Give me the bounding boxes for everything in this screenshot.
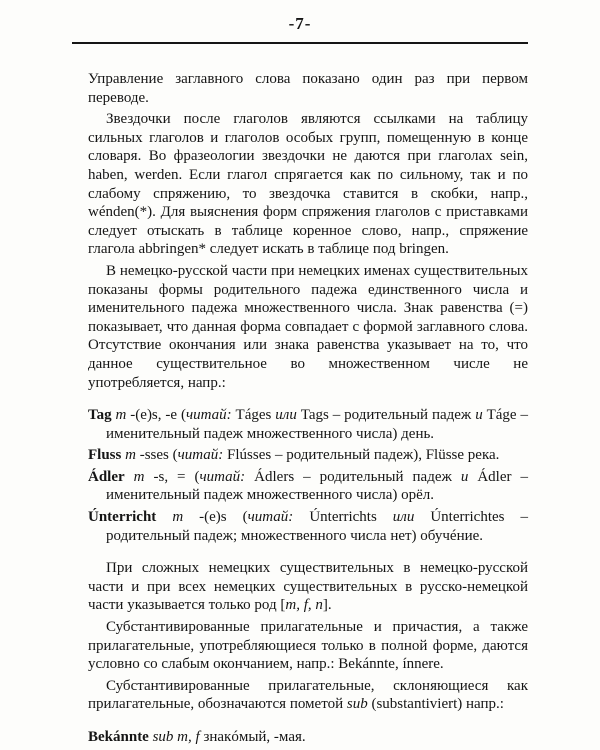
grammar-mark: sub m, f: [148, 729, 200, 745]
paragraph-5: Субстантивированные прилагательные и причастия, а также прилагательные, употребляющиеся только в полной форме, даются условно со слабым окончанием, напр.: Bekánnte, ínnere.: [88, 619, 528, 673]
example-entry-tag: Tag m -(e)s, -e (читай: Táges или Tags – родительный падеж и Táge – именительный падеж множественного числа) день.: [88, 407, 528, 442]
gender-mark: m: [124, 468, 145, 485]
gender-mark: m: [111, 407, 127, 424]
gender-mark: m: [121, 447, 136, 464]
gender-mark: m: [156, 509, 184, 526]
headword: Bekánnte: [88, 729, 149, 745]
paragraph-2: Звездочки после глаголов являются ссылками на таблицу сильных глаголов и глаголов особых групп, помещенную в конце словаря. Во фразеологии звездочки не даются при глаголах sein, haben, werden. Если глагол спрягается как по сильному, так и по слабому спряжению, то звездочка ставится в скобки, напр., wénden(*). Для выяснения форм спряжения глаголов с приставками следует отыскать в таблице коренное слово, напр., спряжение глагола abbringen* следует искать в таблице под bringen.: [88, 111, 528, 258]
example-entry-fluss: Fluss m -sses (читай: Flússes – родительный падеж), Flüsse река.: [88, 447, 500, 464]
page-number: -7-: [288, 14, 312, 33]
headword: Ádler: [88, 468, 125, 485]
example-entry-unterricht: Únterricht m -(e)s (читай: Únterrichts или Únterrichtes – родительный падеж; множественного числа нет) обучéние.: [88, 509, 528, 544]
example-entry-bekannte: Bekánnte sub m, f знакóмый, -мая.: [88, 729, 306, 745]
page-body: [88, 70, 528, 747]
paragraph-1: Управление заглавного слова показано один раз при первом переводе.: [88, 71, 528, 106]
header-rule: [72, 42, 528, 44]
paragraph-4: При сложных немецких существительных в немецко-русской части и при всех немецких существительных в русско-немецкой части указывается только род [m, f, n].: [88, 560, 528, 614]
paragraph-3: В немецко-русской части при немецких именах существительных показаны формы родительного падежа единственного числа и именительного падежа множественного числа. Знак равенства (=) показывает, что данная форма совпадает с формой заглавного слова. Отсутствие окончания или знака равенства указывает на то, что данное существительное во множественном числе не употребляется, напр.:: [88, 262, 528, 391]
headword: Tag: [88, 407, 112, 424]
headword: Fluss: [88, 447, 122, 464]
example-entry-adler: Ádler m -s, = (читай: Ádlers – родительный падеж и Ádler – именительный падеж множественного числа) орёл.: [88, 468, 528, 504]
paragraph-6: Субстантивированные прилагательные, склоняющиеся как прилагательные, обозначаются пометой sub (substantiviert) напр.:: [88, 677, 528, 713]
headword: Únterricht: [88, 509, 157, 526]
